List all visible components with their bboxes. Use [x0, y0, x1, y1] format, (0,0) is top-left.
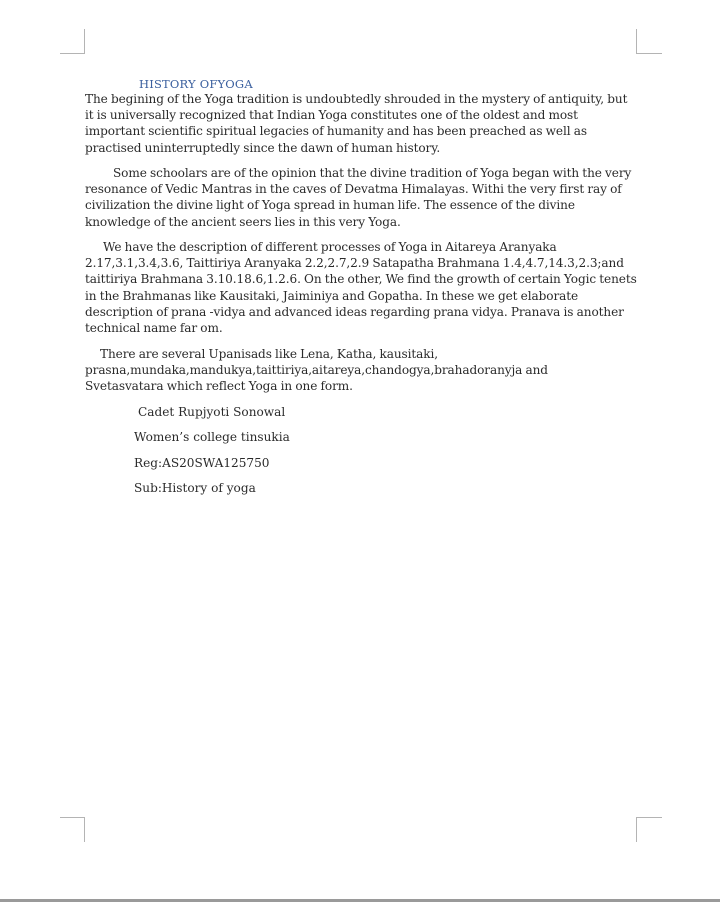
- paragraph-line: in the Brahmanas like Kausitaki, Jaiminiya and Gopatha. In these we get elaborate: [85, 288, 579, 303]
- document-title: HISTORY OFYOGA: [139, 77, 253, 91]
- paragraph-line: taittiriya Brahmana 3.10.18.6,1.2.6. On the other, We find the growth of certain Yogic tenets: [85, 272, 637, 287]
- signature-college: Women’s college tinsukia: [134, 430, 290, 444]
- paragraph-line: Some schoolars are of the opinion that the divine tradition of Yoga began with the very: [113, 166, 632, 180]
- paragraph-line: knowledge of the ancient seers lies in this very Yoga.: [85, 214, 401, 229]
- paragraph-3: [85, 239, 645, 336]
- paragraph-line: Svetasvatara which reflect Yoga in one form.: [85, 379, 353, 394]
- crop-mark-bottom-left-v: [84, 817, 85, 842]
- crop-mark-top-right-v: [636, 29, 637, 54]
- crop-mark-bottom-right-h: [637, 817, 662, 818]
- paragraph-line: We have the description of different processes of Yoga in Aitareya Aranyaka: [103, 240, 557, 254]
- signature-name: Cadet Rupjyoti Sonowal: [138, 405, 286, 419]
- crop-mark-top-left-h: [60, 53, 85, 54]
- paragraph-line: description of prana -vidya and advanced ideas regarding prana vidya. Pranava is another: [85, 304, 624, 319]
- crop-mark-bottom-left-h: [60, 817, 85, 818]
- signature-subject: Sub:History of yoga: [134, 481, 256, 495]
- paragraph-line: practised uninterruptedly since the dawn of human history.: [85, 140, 441, 155]
- paragraph-line: civilization the divine light of Yoga spread in human life. The essence of the divine: [85, 198, 575, 213]
- paragraph-4: [85, 346, 645, 395]
- paragraph-line: important scientific spiritual legacies of humanity and has been preached as well as: [85, 124, 587, 139]
- paragraph-line: The begining of the Yoga tradition is undoubtedly shrouded in the mystery of antiquity, but: [85, 92, 628, 106]
- crop-mark-top-right-h: [637, 53, 662, 54]
- paragraph-2: [85, 165, 645, 230]
- paragraph-line: prasna,mundaka,mandukya,taittiriya,aitareya,chandogya,brahadoranyja and: [85, 363, 548, 378]
- paragraph-line: resonance of Vedic Mantras in the caves of Devatma Himalayas. Withi the very first ray of: [85, 182, 622, 197]
- crop-mark-top-left-v: [84, 29, 85, 54]
- crop-mark-bottom-right-v: [636, 817, 637, 842]
- paragraph-line: technical name far om.: [85, 321, 223, 336]
- paragraph-line: There are several Upanisads like Lena, Katha, kausitaki,: [100, 347, 438, 361]
- paragraph-line: it is universally recognized that Indian Yoga constitutes one of the oldest and most: [85, 108, 578, 123]
- paragraph-line: 2.17,3.1,3.4,3.6, Taittiriya Aranyaka 2.2,2.7,2.9 Satapatha Brahmana 1.4,4.7,14.3,2.3;and: [85, 256, 624, 271]
- signature-reg: Reg:AS20SWA125750: [134, 456, 270, 470]
- paragraph-1: [85, 91, 645, 156]
